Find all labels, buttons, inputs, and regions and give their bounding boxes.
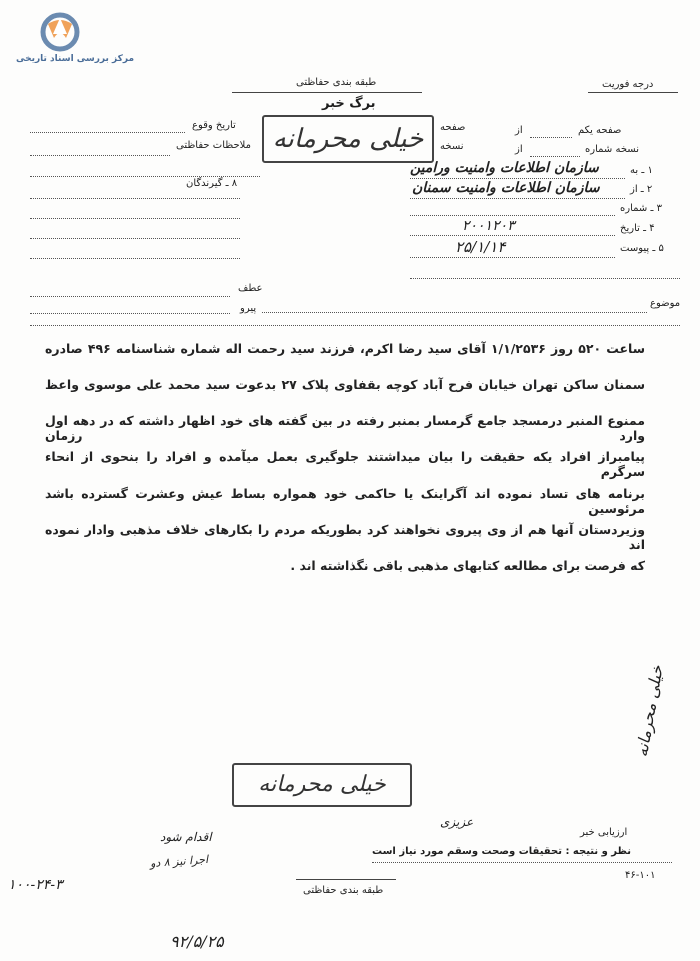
- body-line-1: ساعت ۵۲۰ روز ۱/۱/۲۵۳۶ آقای سید رضا اکرم، فرزند سید رحمت اله شماره شناسنامه ۴۹۶ صادره: [45, 341, 645, 356]
- archive-logo: [16, 10, 135, 64]
- page-value: یکم: [578, 125, 593, 136]
- document-code: ۴۶-۱۰۱: [625, 870, 656, 881]
- field-date-label: ۴ ـ تاریخ: [620, 223, 655, 234]
- handwritten-number: ۱۰۰-۲۴-۳: [8, 877, 63, 893]
- evaluation-label: ارزیابی خبر: [580, 827, 628, 838]
- bottom-classification-stamp: خیلی محرمانه: [232, 763, 412, 807]
- copy-from-label: از: [515, 144, 523, 155]
- recipients-label: ۸ ـ گیرندگان: [186, 178, 238, 189]
- body-line-6: وزیردستان آنها هم از وی پیروی نخواهند کرد بطوریکه مردم را بکارهای خلاف مذهبی وادار نموده اند: [45, 522, 645, 552]
- field-date-value-2: ۲۵/۱/۱۴: [455, 238, 506, 256]
- copy-of-label: نسخه: [440, 141, 464, 152]
- copy-number-label: نسخه شماره: [585, 144, 639, 155]
- conclusion-text: نظر و نتیجه : تحقیقات وصحت وسقم مورد نیاز است: [372, 846, 632, 857]
- top-classification-stamp: خیلی محرمانه: [262, 115, 434, 163]
- reference-label: عطف: [238, 283, 263, 294]
- handwritten-bottom-date: ۹۲/۵/۲۵: [170, 932, 224, 951]
- footer-classification-label: طبقه بندی حفاظتی: [303, 885, 384, 896]
- field-from-label: ۲ ـ از: [630, 184, 653, 195]
- body-line-4: پیامبراز افراد یکه حقیقت را بیان میداشتند جلوگیری بعمل میآمده و افراد را بنحوی از انحاء سرگرم: [45, 449, 645, 479]
- body-line-7: که فرصت برای مطالعه کتابهای مذهبی باقی نگذاشته اند .: [290, 558, 645, 573]
- handwritten-note-1: اقدام شود: [160, 830, 212, 844]
- handwritten-name: عزیزی: [440, 815, 474, 829]
- priority-label: درجه فوریت: [602, 79, 654, 90]
- classification-label: طبقه بندی حفاظتی: [296, 77, 377, 88]
- body-line-2: سمنان ساکن تهران خیابان فرح آباد کوچه بقفاوی پلاک ۲۷ بدعوت سید محمد علی موسوی واعظ: [45, 377, 646, 392]
- body-line-5: برنامه های تساد نموده اند آگراینک یا حاکمی خود همواره بساط عیش وعشرت گسترده باشد مرئوسین: [45, 486, 645, 516]
- page-from-label: از: [515, 125, 523, 136]
- archive-logo-icon: [20, 10, 100, 60]
- handwritten-note-3: اجرا نیز ۸ دو: [149, 852, 209, 871]
- field-from-value: سازمان اطلاعات وامنیت سمنان: [412, 180, 600, 196]
- body-line-3: ممنوع المنبر درمسجد جامع گرمسار بمنبر رفته در بین گفته های خود اظهار داشته که در دهه اول وارد رزمان: [45, 413, 645, 443]
- subject-label: موضوع: [650, 298, 681, 309]
- field-number-label: ۳ ـ شماره: [620, 203, 662, 214]
- date-of-occurrence-label: تاریخ وقوع: [192, 120, 236, 131]
- field-to-value: سازمان اطلاعات وامنیت ورامین: [410, 160, 599, 176]
- follow-label: پیرو: [240, 303, 257, 314]
- page-label: صفحه: [596, 125, 622, 136]
- form-title: برگ خبر: [322, 96, 376, 111]
- protection-notes-label: ملاحظات حفاظتی: [176, 140, 251, 151]
- margin-handwriting: خیلی محرمانه: [632, 663, 667, 759]
- page-of-label: صفحه: [440, 122, 466, 133]
- archive-name: مرکز بررسی اسناد تاریخی: [16, 54, 135, 64]
- field-attachment-label: ۵ ـ پیوست: [620, 243, 664, 254]
- field-to-label: ۱ ـ به: [630, 165, 653, 176]
- field-date-value: ۲۰۰۱۲۰۳: [462, 218, 515, 234]
